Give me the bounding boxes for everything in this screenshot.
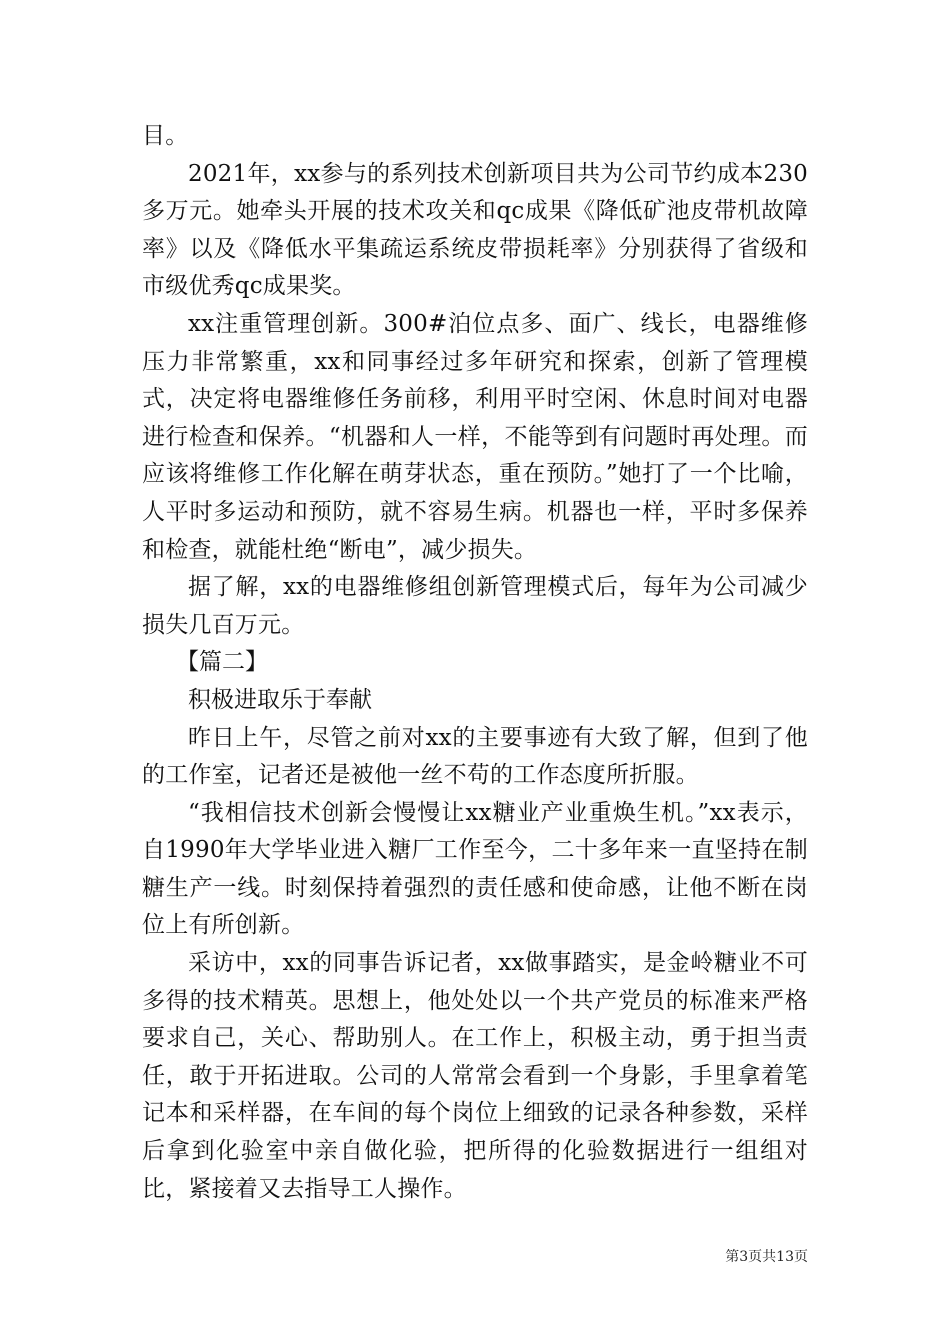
document-body: [142, 118, 808, 1208]
section-heading: 【篇二】: [176, 649, 268, 676]
section-subtitle: 积极进取乐于奉献: [188, 686, 372, 713]
paragraph-cost-savings: 2021年，xx参与的系列技术创新项目共为公司节约成本230多万元。她牵头开展的技术攻关和qc成果《降低矿池皮带机故障率》以及《降低水平集疏运系统皮带损耗率》分别获得了省级和市级优秀qc成果奖。: [142, 160, 808, 300]
paragraph-continuation: 目。: [142, 123, 189, 149]
paragraph-management-innovation: xx注重管理创新。300#泊位点多、面广、线长，电器维修压力非常繁重，xx和同事经过多年研究和探索，创新了管理模式，决定将电器维修任务前移，利用平时空闲、休息时间对电器进行检查和保养。“机器和人一样，不能等到有问题时再处理。而应该将维修工作化解在萌芽状态，重在预防。”她打了一个比喻，人平时多运动和预防，就不容易生病。机器也一样，平时多保养和检查，就能杜绝“断电”，减少损失。: [142, 310, 808, 563]
paragraph-colleague-account: 采访中，xx的同事告诉记者，xx做事踏实，是金岭糖业不可多得的技术精英。思想上，他处处以一个共产党员的标准来严格要求自己，关心、帮助别人。在工作上，积极主动，勇于担当责任，敢于开拓进取。公司的人常常会看到一个身影，手里拿着笔记本和采样器，在车间的每个岗位上细致的记录各种参数，采样后拿到化验室中亲自做化验，把所得的化验数据进行一组组对比，紧接着又去指导工人操作。: [142, 950, 808, 1202]
paragraph-loss-reduction: 据了解，xx的电器维修组创新管理模式后，每年为公司减少损失几百万元。: [142, 574, 808, 638]
page-number-footer: 第3页共13页: [725, 1249, 808, 1265]
paragraph-interview-intro: 昨日上午，尽管之前对xx的主要事迹有大致了解，但到了他的工作室，记者还是被他一丝不苟的工作态度所折服。: [142, 724, 808, 789]
paragraph-quote: “我相信技术创新会慢慢让xx糖业产业重焕生机。”xx表示，自1990年大学毕业进入糖厂工作至今，二十多年来一直坚持在制糖生产一线。时刻保持着强烈的责任感和使命感，让他不断在岗位上有所创新。: [142, 799, 808, 939]
